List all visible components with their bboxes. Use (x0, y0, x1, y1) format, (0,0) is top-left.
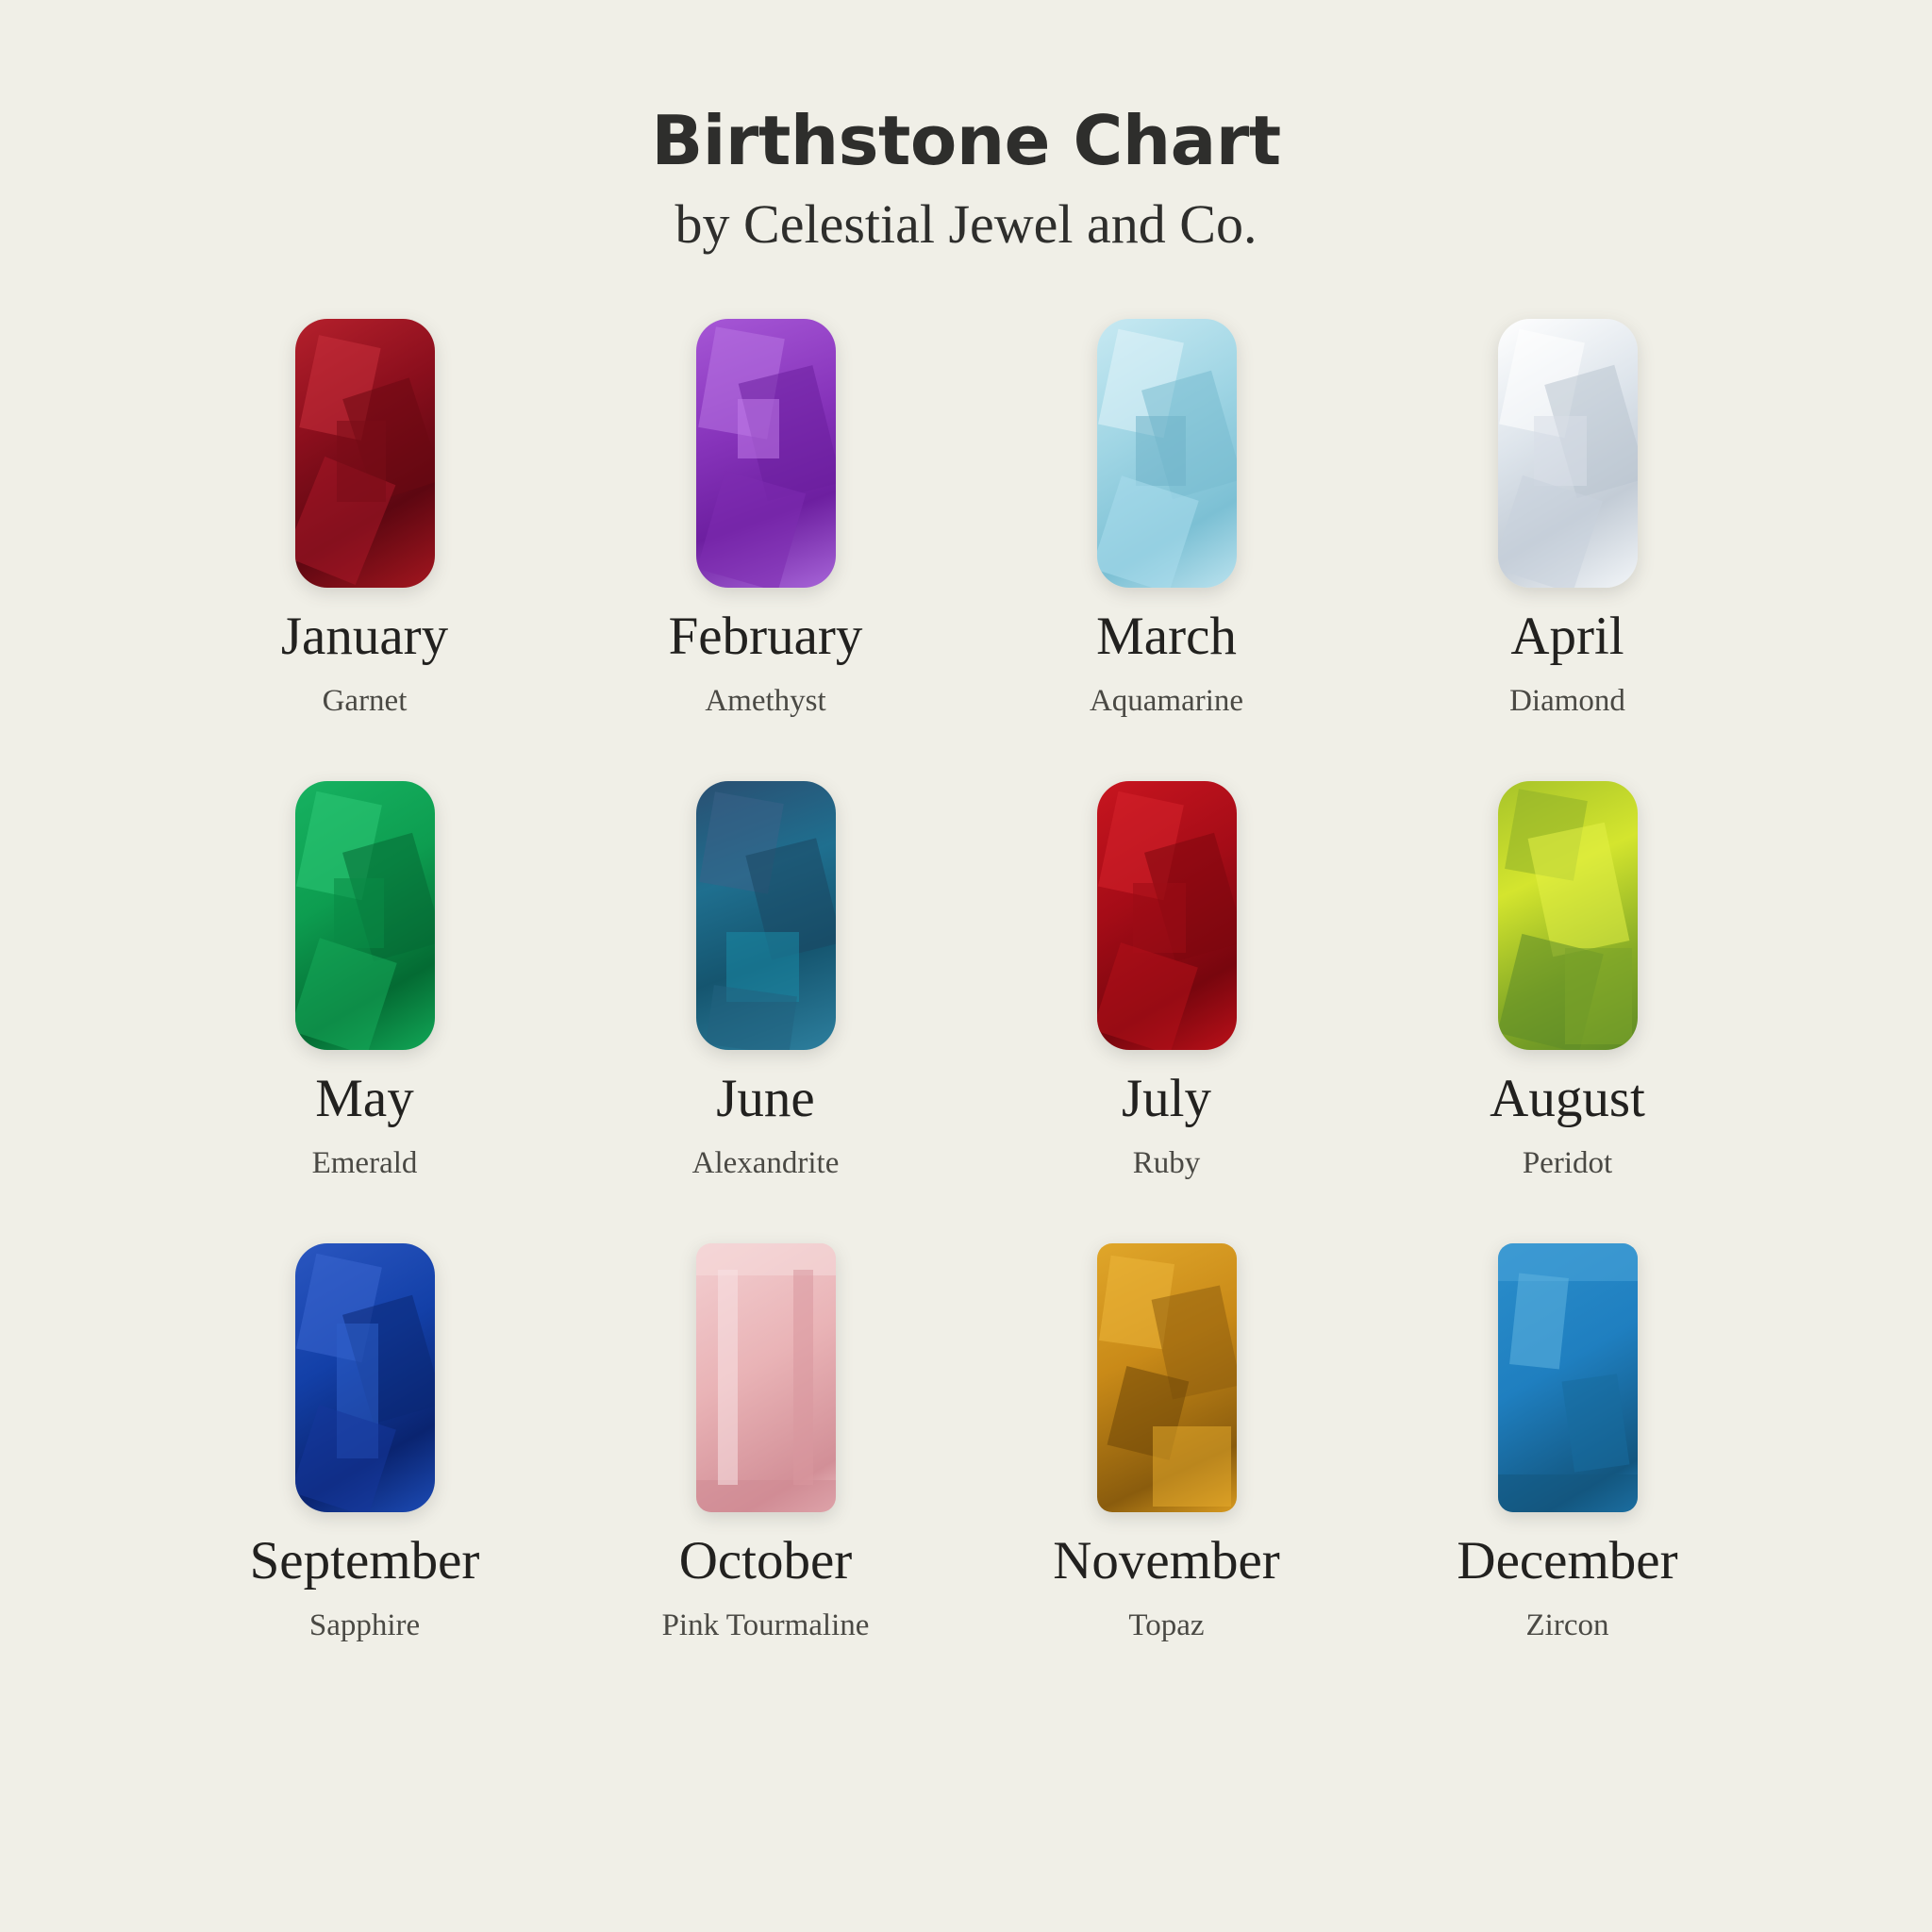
birthstone-grid (164, 311, 1768, 1641)
month-label: June (716, 1069, 815, 1129)
birthstone-cell-may (164, 774, 565, 1179)
gem-label: Aquamarine (1089, 684, 1244, 719)
birthstone-cell-august (1367, 774, 1768, 1179)
birthstone-cell-september (164, 1236, 565, 1641)
gem-icon-aquamarine (1097, 319, 1237, 588)
gem-image-may (295, 774, 435, 1057)
birthstone-cell-october (565, 1236, 966, 1641)
chart-header (0, 0, 1932, 253)
gem-icon-topaz (1097, 1243, 1237, 1512)
gem-icon-zircon (1498, 1243, 1638, 1512)
gem-label: Pink Tourmaline (661, 1608, 870, 1643)
gem-label: Alexandrite (691, 1146, 840, 1181)
gem-icon-emerald (295, 781, 435, 1050)
gem-icon-pink-tourmaline (696, 1243, 836, 1512)
month-label: December (1457, 1531, 1678, 1591)
month-label: January (280, 607, 449, 667)
gem-image-august (1498, 774, 1638, 1057)
birthstone-cell-november (966, 1236, 1367, 1641)
gem-icon-amethyst (696, 319, 836, 588)
gem-icon-garnet (295, 319, 435, 588)
birthstone-cell-june (565, 774, 966, 1179)
birthstone-cell-january (164, 311, 565, 717)
page-title: Birthstone Chart (651, 101, 1281, 180)
gem-label: Sapphire (308, 1608, 421, 1643)
gem-label: Emerald (311, 1146, 418, 1181)
gem-label: Topaz (1128, 1608, 1205, 1643)
month-label: February (668, 607, 863, 667)
gem-icon-ruby (1097, 781, 1237, 1050)
month-label: July (1121, 1069, 1212, 1129)
month-label: August (1490, 1069, 1645, 1129)
gem-icon-sapphire (295, 1243, 435, 1512)
gem-label: Peridot (1522, 1146, 1613, 1181)
birthstone-cell-july (966, 774, 1367, 1179)
gem-image-november (1097, 1236, 1237, 1519)
gem-label: Zircon (1525, 1608, 1609, 1643)
gem-label: Diamond (1509, 684, 1625, 719)
gem-label: Amethyst (705, 684, 826, 719)
gem-icon-alexandrite (696, 781, 836, 1050)
month-label: April (1510, 607, 1624, 667)
gem-label: Ruby (1132, 1146, 1201, 1181)
gem-icon-peridot (1498, 781, 1638, 1050)
gem-image-march (1097, 311, 1237, 594)
gem-image-september (295, 1236, 435, 1519)
month-label: May (315, 1069, 414, 1129)
gem-label: Garnet (322, 684, 408, 719)
gem-image-july (1097, 774, 1237, 1057)
birthstone-cell-december (1367, 1236, 1768, 1641)
gem-image-february (696, 311, 836, 594)
month-label: March (1096, 607, 1237, 667)
gem-icon-diamond (1498, 319, 1638, 588)
birthstone-cell-april (1367, 311, 1768, 717)
month-label: October (678, 1531, 853, 1591)
birthstone-cell-february (565, 311, 966, 717)
gem-image-october (696, 1236, 836, 1519)
birthstone-cell-march (966, 311, 1367, 717)
page-subtitle: by Celestial Jewel and Co. (675, 192, 1257, 255)
gem-image-june (696, 774, 836, 1057)
gem-image-january (295, 311, 435, 594)
month-label: September (249, 1531, 480, 1591)
month-label: November (1053, 1531, 1280, 1591)
gem-image-april (1498, 311, 1638, 594)
gem-image-december (1498, 1236, 1638, 1519)
